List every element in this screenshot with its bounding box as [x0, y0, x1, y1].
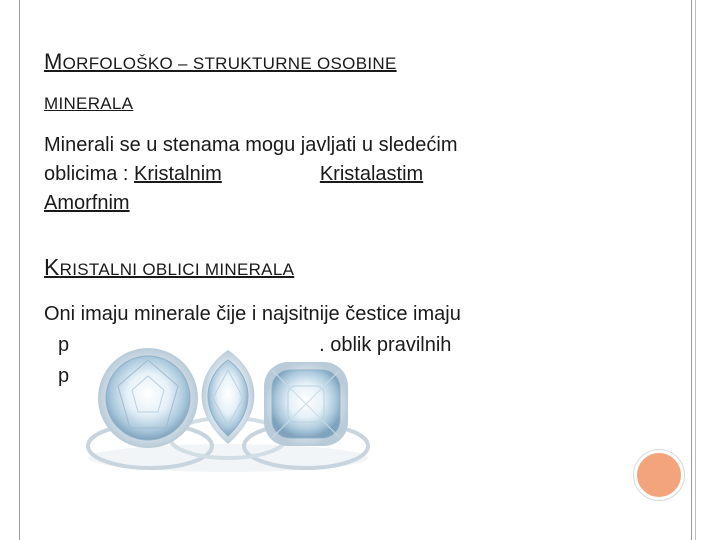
slide-title-line1: MORFOLOŠKO – STRUKTURNE OSOBINE [44, 49, 397, 74]
form-kristalnim: Kristalnim [134, 163, 222, 185]
section-line2: p . oblik pravilnih [58, 334, 452, 356]
left-frame-line [19, 0, 20, 540]
intro-line3 [44, 189, 604, 218]
section-line3: p [58, 365, 70, 387]
diamond-rings-image [78, 340, 378, 480]
right-frame-line [691, 0, 692, 540]
accent-dot [634, 450, 684, 500]
intro-line1: Minerali se u stenama mogu javljati u sledećim [44, 134, 458, 156]
form-kristalastim: Kristalastim [319, 163, 424, 185]
intro-paragraph [44, 131, 604, 218]
section-line1: Oni imaju minerale čije i najsitnije čestice imaju [44, 303, 461, 325]
intro-line2: oblicima : Kristalnim Kristalastim [44, 163, 424, 185]
slide-title [44, 42, 564, 124]
right-frame-line-outer [695, 0, 696, 540]
slide-title-line2: MINERALA [44, 94, 134, 113]
section-heading: KRISTALNI OBLICI MINERALA [44, 254, 295, 280]
form-amorfnim: Amorfnim [44, 192, 130, 214]
